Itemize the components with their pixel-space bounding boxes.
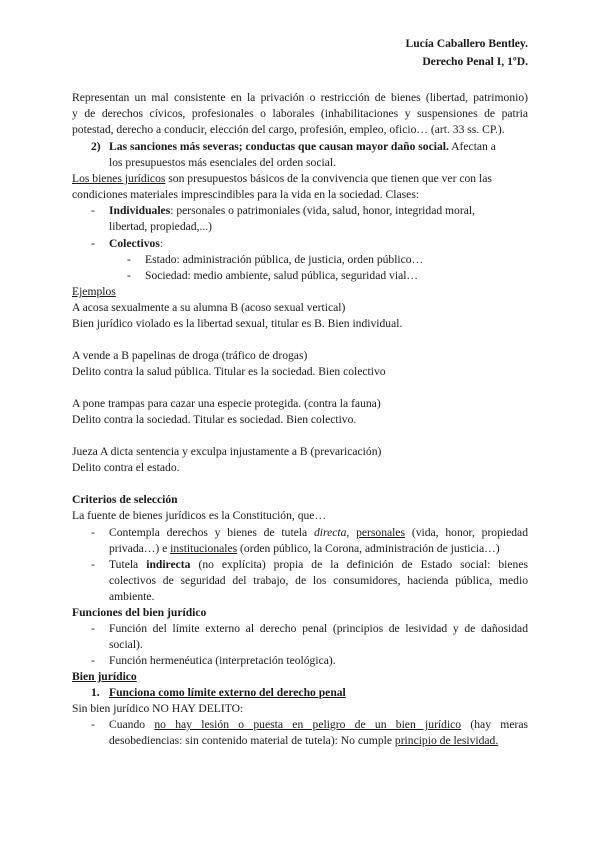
- example-2-case: A vende a B papelinas de droga (tráfico de drogas): [72, 349, 308, 362]
- list-dash: -: [127, 269, 131, 282]
- cuando-line-2: [109, 733, 528, 748]
- criterio-1-text: Contempla derechos y bienes de tutela: [109, 526, 314, 539]
- criterio-1-l2-rest: (orden público, la Corona, administración de justicia…): [237, 542, 500, 555]
- bienes-line-1: [72, 171, 528, 186]
- criterio-1-directa: directa: [313, 526, 347, 539]
- funcion-1-line-1: Función del límite externo al derecho penal (principios de lesividad y de dañosidad: [109, 622, 528, 635]
- criterio-2-rest: (no explícita) propia de la definición de Estado social: bienes: [190, 558, 529, 571]
- example-3-analysis: Delito contra la sociedad. Titular es sociedad. Bien colectivo.: [72, 413, 357, 426]
- individuales-line-2: libertad, propiedad,...): [109, 220, 213, 233]
- list-dash: -: [91, 558, 95, 571]
- criterio-2-indirecta: indirecta: [146, 558, 191, 571]
- criterio-2-text: Tutela: [109, 558, 147, 571]
- cuando-rest: (hay meras: [461, 718, 528, 731]
- criterio-2-line-2: colectivos de seguridad del trabajo, de los consumidores, hacienda pública, medio: [109, 574, 528, 587]
- example-3-case: A pone trampas para cazar una especie protegida. (contra la fauna): [72, 397, 381, 410]
- criterio-1-line-1: [109, 525, 528, 540]
- criterio-1-l2-text: privada…) e: [109, 542, 171, 555]
- item-2-rest: Afectan a: [448, 140, 496, 153]
- criterios-title: Criterios de selección: [72, 493, 178, 506]
- colectivos-line: [109, 236, 528, 251]
- funcion-2: Función hermenéutica (interpretación teológica).: [109, 654, 336, 667]
- colectivos-estado: Estado: administración pública, de justicia, orden público…: [145, 253, 424, 266]
- item-2-line-1: [109, 139, 528, 154]
- criterio-1-rest: (vida, honor, propiedad: [405, 526, 529, 539]
- cuando-text: Cuando: [109, 718, 155, 731]
- list-dash: -: [91, 204, 95, 217]
- bienes-line-1-rest: son presupuestos básicos de la convivencia que tienen que ver con las: [165, 172, 492, 185]
- principio-lesividad: principio de lesividad.: [394, 734, 499, 747]
- example-2-analysis: Delito contra la salud pública. Titular es la sociedad. Bien colectivo: [72, 365, 386, 378]
- funciones-title: Funciones del bien jurídico: [72, 606, 207, 619]
- bien-juridico-item-1: Funciona como límite externo del derecho penal: [109, 686, 346, 699]
- funcion-1-line-2: social).: [109, 638, 143, 651]
- criterio-1-line-2: [109, 541, 528, 556]
- item-2-number: 2): [91, 140, 101, 153]
- author-name: Lucía Caballero Bentley.: [405, 37, 528, 50]
- sin-bien-juridico: Sin bien jurídico NO HAY DELITO:: [72, 702, 244, 715]
- criterio-2-line-1: [109, 557, 528, 572]
- cuando-l2-text: desobediencias: sin contenido material de tutela): No cumple: [109, 734, 395, 747]
- colectivos-sociedad: Sociedad: medio ambiente, salud pública, seguridad vial…: [145, 269, 419, 282]
- list-dash: -: [91, 718, 95, 731]
- item-2-line-2: los presupuestos más esenciales del orden social.: [109, 156, 336, 169]
- cuando-underlined: no hay lesión o puesta en peligro de un bien jurídico: [154, 718, 462, 731]
- item-2-bold-text: Las sanciones más severas; conductas que causan mayor daño social.: [109, 140, 449, 153]
- list-dash: -: [91, 622, 95, 635]
- example-4-analysis: Delito contra el estado.: [72, 461, 180, 474]
- intro-line-2: y de derechos cívicos, profesionales o laborales (inhabilitaciones y suspensiones de patria: [72, 107, 528, 120]
- list-dash: -: [91, 654, 95, 667]
- criterios-intro: La fuente de bienes jurídicos es la Constitución, que…: [72, 509, 327, 522]
- criterio-1-personales: personales: [356, 526, 406, 539]
- course-name: Derecho Penal I, 1ºD.: [422, 55, 528, 68]
- colectivos-colon: :: [159, 237, 164, 250]
- ejemplos-title: Ejemplos: [72, 285, 116, 298]
- example-1-case: A acosa sexualmente a su alumna B (acoso sexual vertical): [72, 301, 346, 314]
- criterio-2-line-3: ambiente.: [109, 590, 155, 603]
- list-dash: -: [127, 253, 131, 266]
- bienes-line-2: condiciones materiales imprescindibles para la vida en la sociedad. Clases:: [72, 188, 420, 201]
- list-dash: -: [91, 526, 95, 539]
- bien-juridico-title: Bien jurídico: [72, 670, 137, 683]
- criterio-1-comma: ,: [346, 526, 357, 539]
- colectivos-label: Colectivos: [109, 237, 160, 250]
- cuando-line-1: [109, 717, 528, 732]
- example-4-case: Jueza A dicta sentencia y exculpa injustamente a B (prevaricación): [72, 445, 382, 458]
- individuales-rest: : personales o patrimoniales (vida, salud, honor, integridad moral,: [170, 204, 475, 217]
- bien-juridico-item-number: 1.: [91, 686, 100, 699]
- example-1-analysis: Bien jurídico violado es la libertad sexual, titular es B. Bien individual.: [72, 317, 403, 330]
- individuales-label: Individuales: [109, 204, 171, 217]
- intro-line-1: Representan un mal consistente en la privación o restricción de bienes (libertad, patrimonio): [72, 91, 528, 104]
- bienes-title: Los bienes jurídicos: [72, 172, 166, 185]
- criterio-1-institucionales: institucionales: [170, 542, 238, 555]
- individuales-line-1: [109, 203, 528, 218]
- list-dash: -: [91, 237, 95, 250]
- intro-line-3: potestad, derecho a conducir, elección del cargo, profesión, empleo, oficio… (art. 33 ss. CP.).: [72, 123, 505, 136]
